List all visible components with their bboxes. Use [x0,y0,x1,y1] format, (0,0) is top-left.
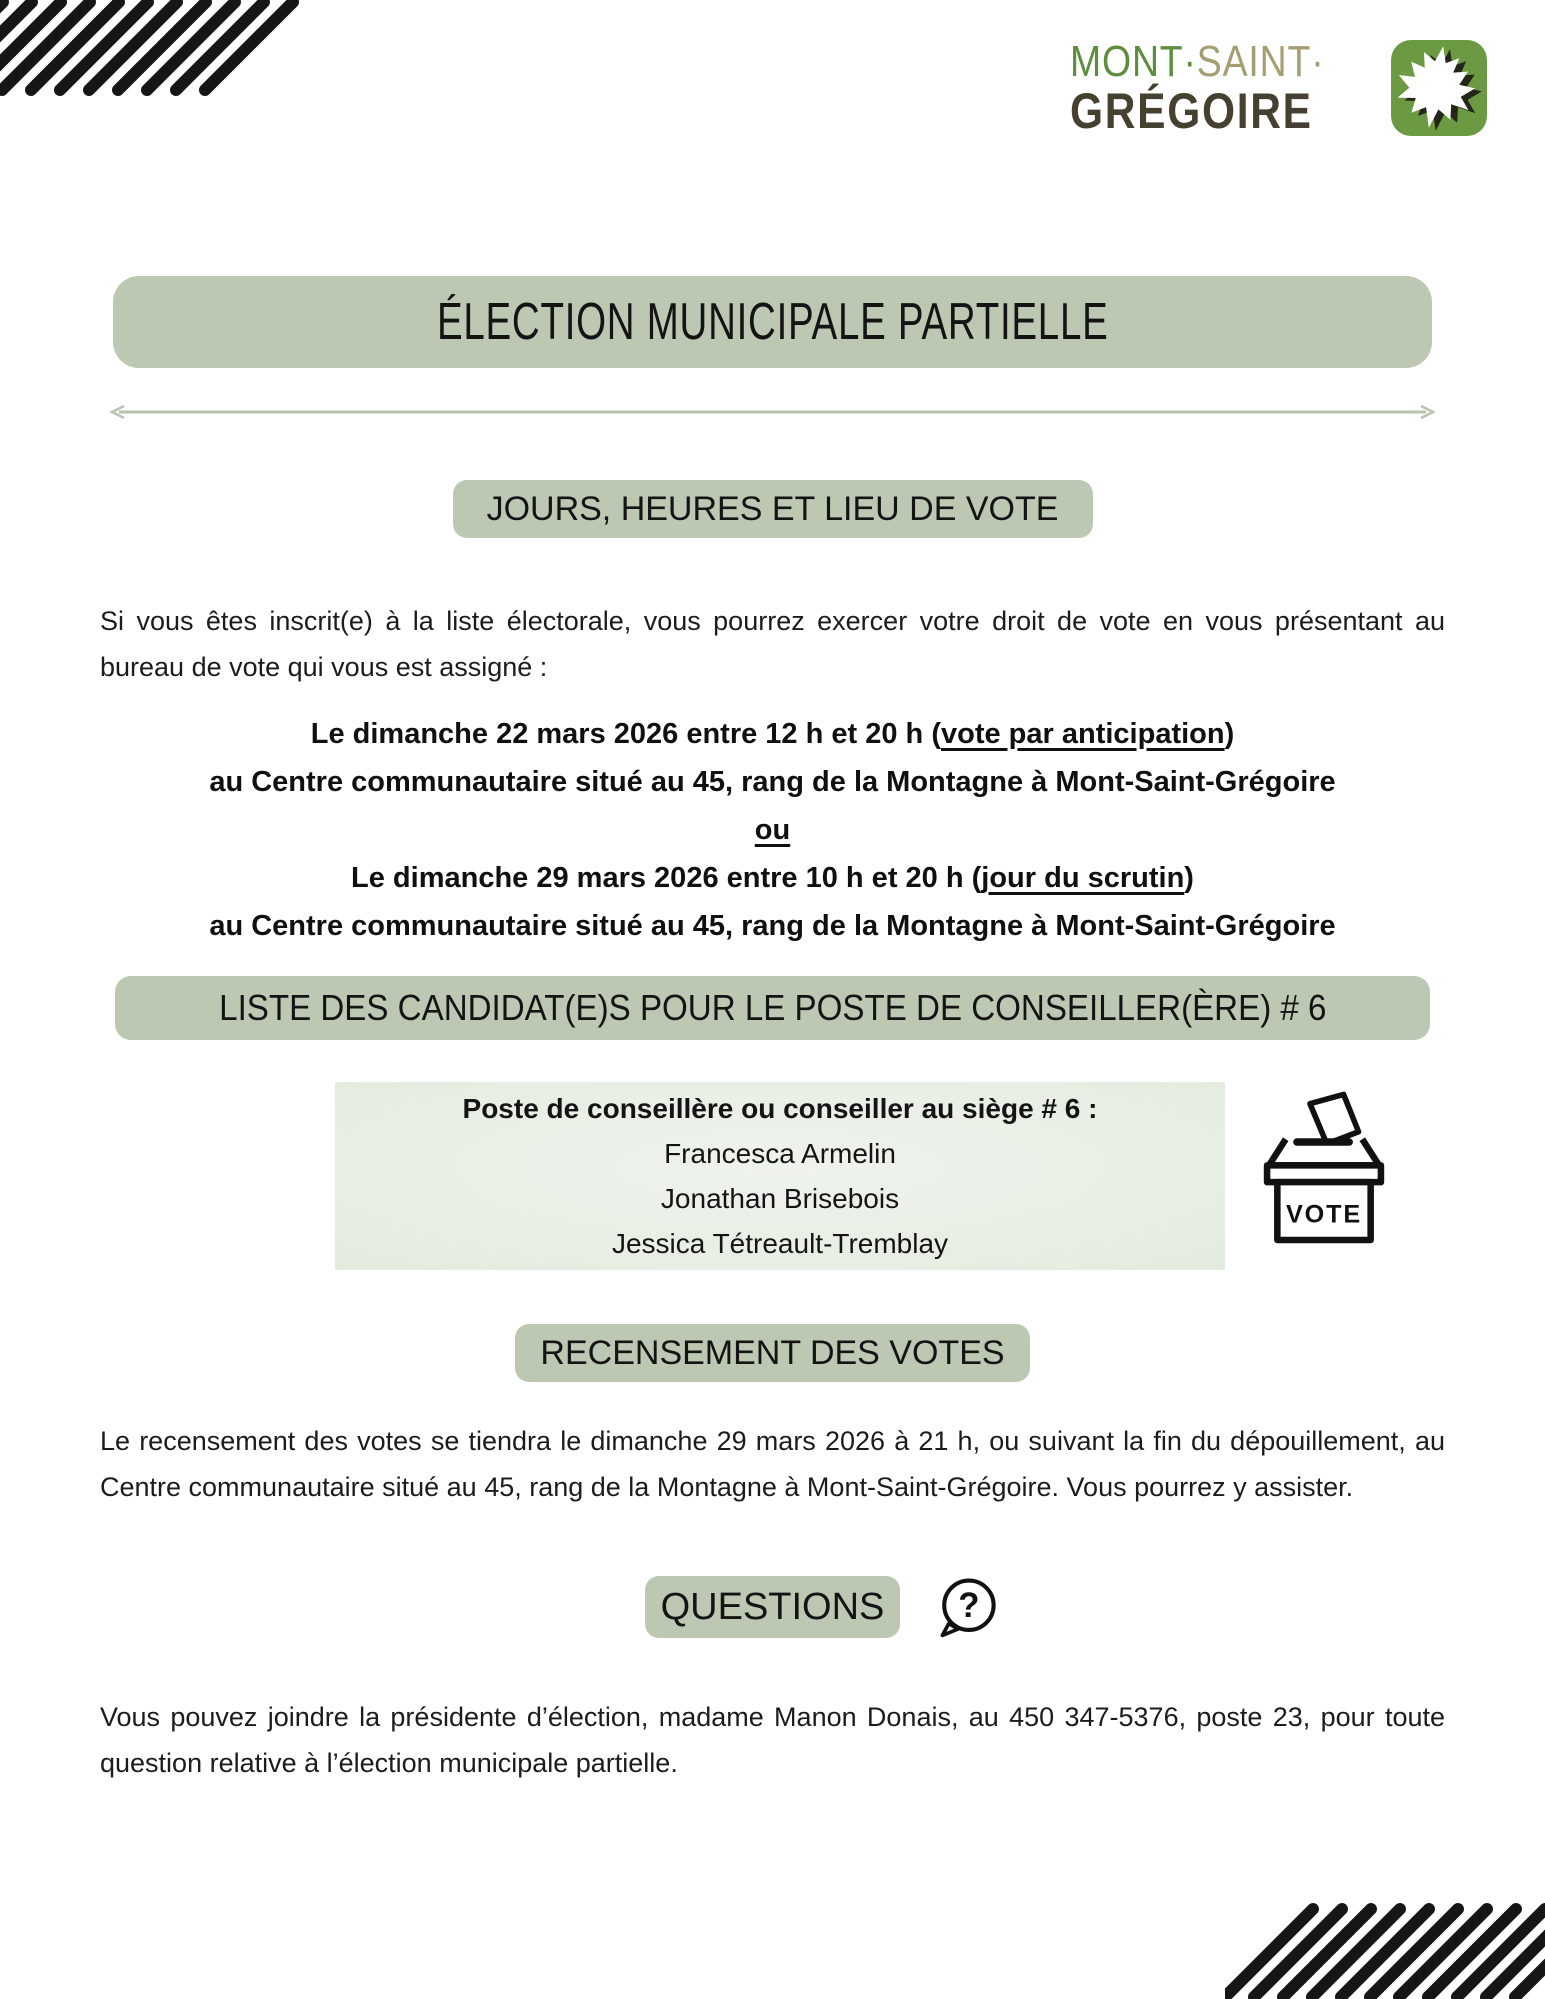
candidates-box-title: Poste de conseillère ou conseiller au siège # 6 : [462,1093,1098,1124]
candidate-name: Jonathan Brisebois [660,1183,900,1214]
logo-wordmark [1070,39,1369,137]
schedule-line: au Centre communautaire situé au 45, rang de la Montagne à Mont-Saint-Grégoire [209,910,1336,942]
schedule-line: au Centre communautaire situé au 45, rang de la Montagne à Mont-Saint-Grégoire [209,766,1336,798]
contact-paragraph: Vous pouvez joindre la présidente d’élection, madame Manon Donais, au 450 347-5376, poste 23, pour toute question relative à l’élection municipale partielle. [100,1702,1445,1778]
section-heading-recount: RECENSEMENT DES VOTES [515,1324,1030,1382]
page-title-banner [113,276,1432,368]
maple-leaf-icon [1389,38,1489,138]
candidates-box [335,1082,1225,1270]
schedule-line: Le dimanche 29 mars 2026 entre 10 h et 20 h (jour du scrutin) [351,862,1194,894]
schedule-line: ou [754,814,791,846]
section-heading-vote-schedule: JOURS, HEURES ET LIEU DE VOTE [453,480,1093,538]
intro-paragraph: Si vous êtes inscrit(e) à la liste électorale, vous pourrez exercer votre droit de vote en vous présentant au bureau de vote qui vous est assigné : [100,606,1445,682]
notice-content [0,276,1545,1786]
question-mark-bubble-icon [936,1576,1000,1640]
stripes-decoration-top-left [0,0,320,96]
logo-wordmark-line1: MONT·SAINT· [1069,37,1325,87]
arrow-divider [107,404,1438,420]
candidate-name: Francesca Armelin [664,1138,896,1169]
vote-label: VOTE [1285,1200,1363,1229]
section-heading-questions: QUESTIONS [645,1576,900,1638]
stripes-decoration-bottom-right [1225,1899,1545,1999]
candidate-name: Jessica Tétreault-Tremblay [611,1228,949,1259]
recount-paragraph: Le recensement des votes se tiendra le dimanche 29 mars 2026 à 21 h, ou suivant la fin du dépouillement, au Centre communautaire situé au 45, rang de la Montagne à Mont-Saint-Grégoire. Vous pourrez y assister. [100,1426,1445,1502]
ballot-box-icon [1254,1090,1394,1250]
question-mark-glyph: ? [957,1587,980,1626]
page-title: ÉLECTION MUNICIPALE PARTIELLE [436,293,1109,351]
candidates-row [0,1082,1545,1270]
schedule-line: Le dimanche 22 mars 2026 entre 12 h et 20 h (vote par anticipation) [310,718,1235,750]
municipality-logo [1070,38,1489,138]
logo-wordmark-line2: GRÉGOIRE [1069,82,1313,139]
vote-schedule-block [0,710,1545,950]
ballot-paper [1310,1094,1359,1143]
section-heading-candidates: LISTE DES CANDIDAT(E)S POUR LE POSTE DE CONSEILLER(ÈRE) # 6 [115,976,1430,1040]
questions-row [0,1576,1545,1640]
